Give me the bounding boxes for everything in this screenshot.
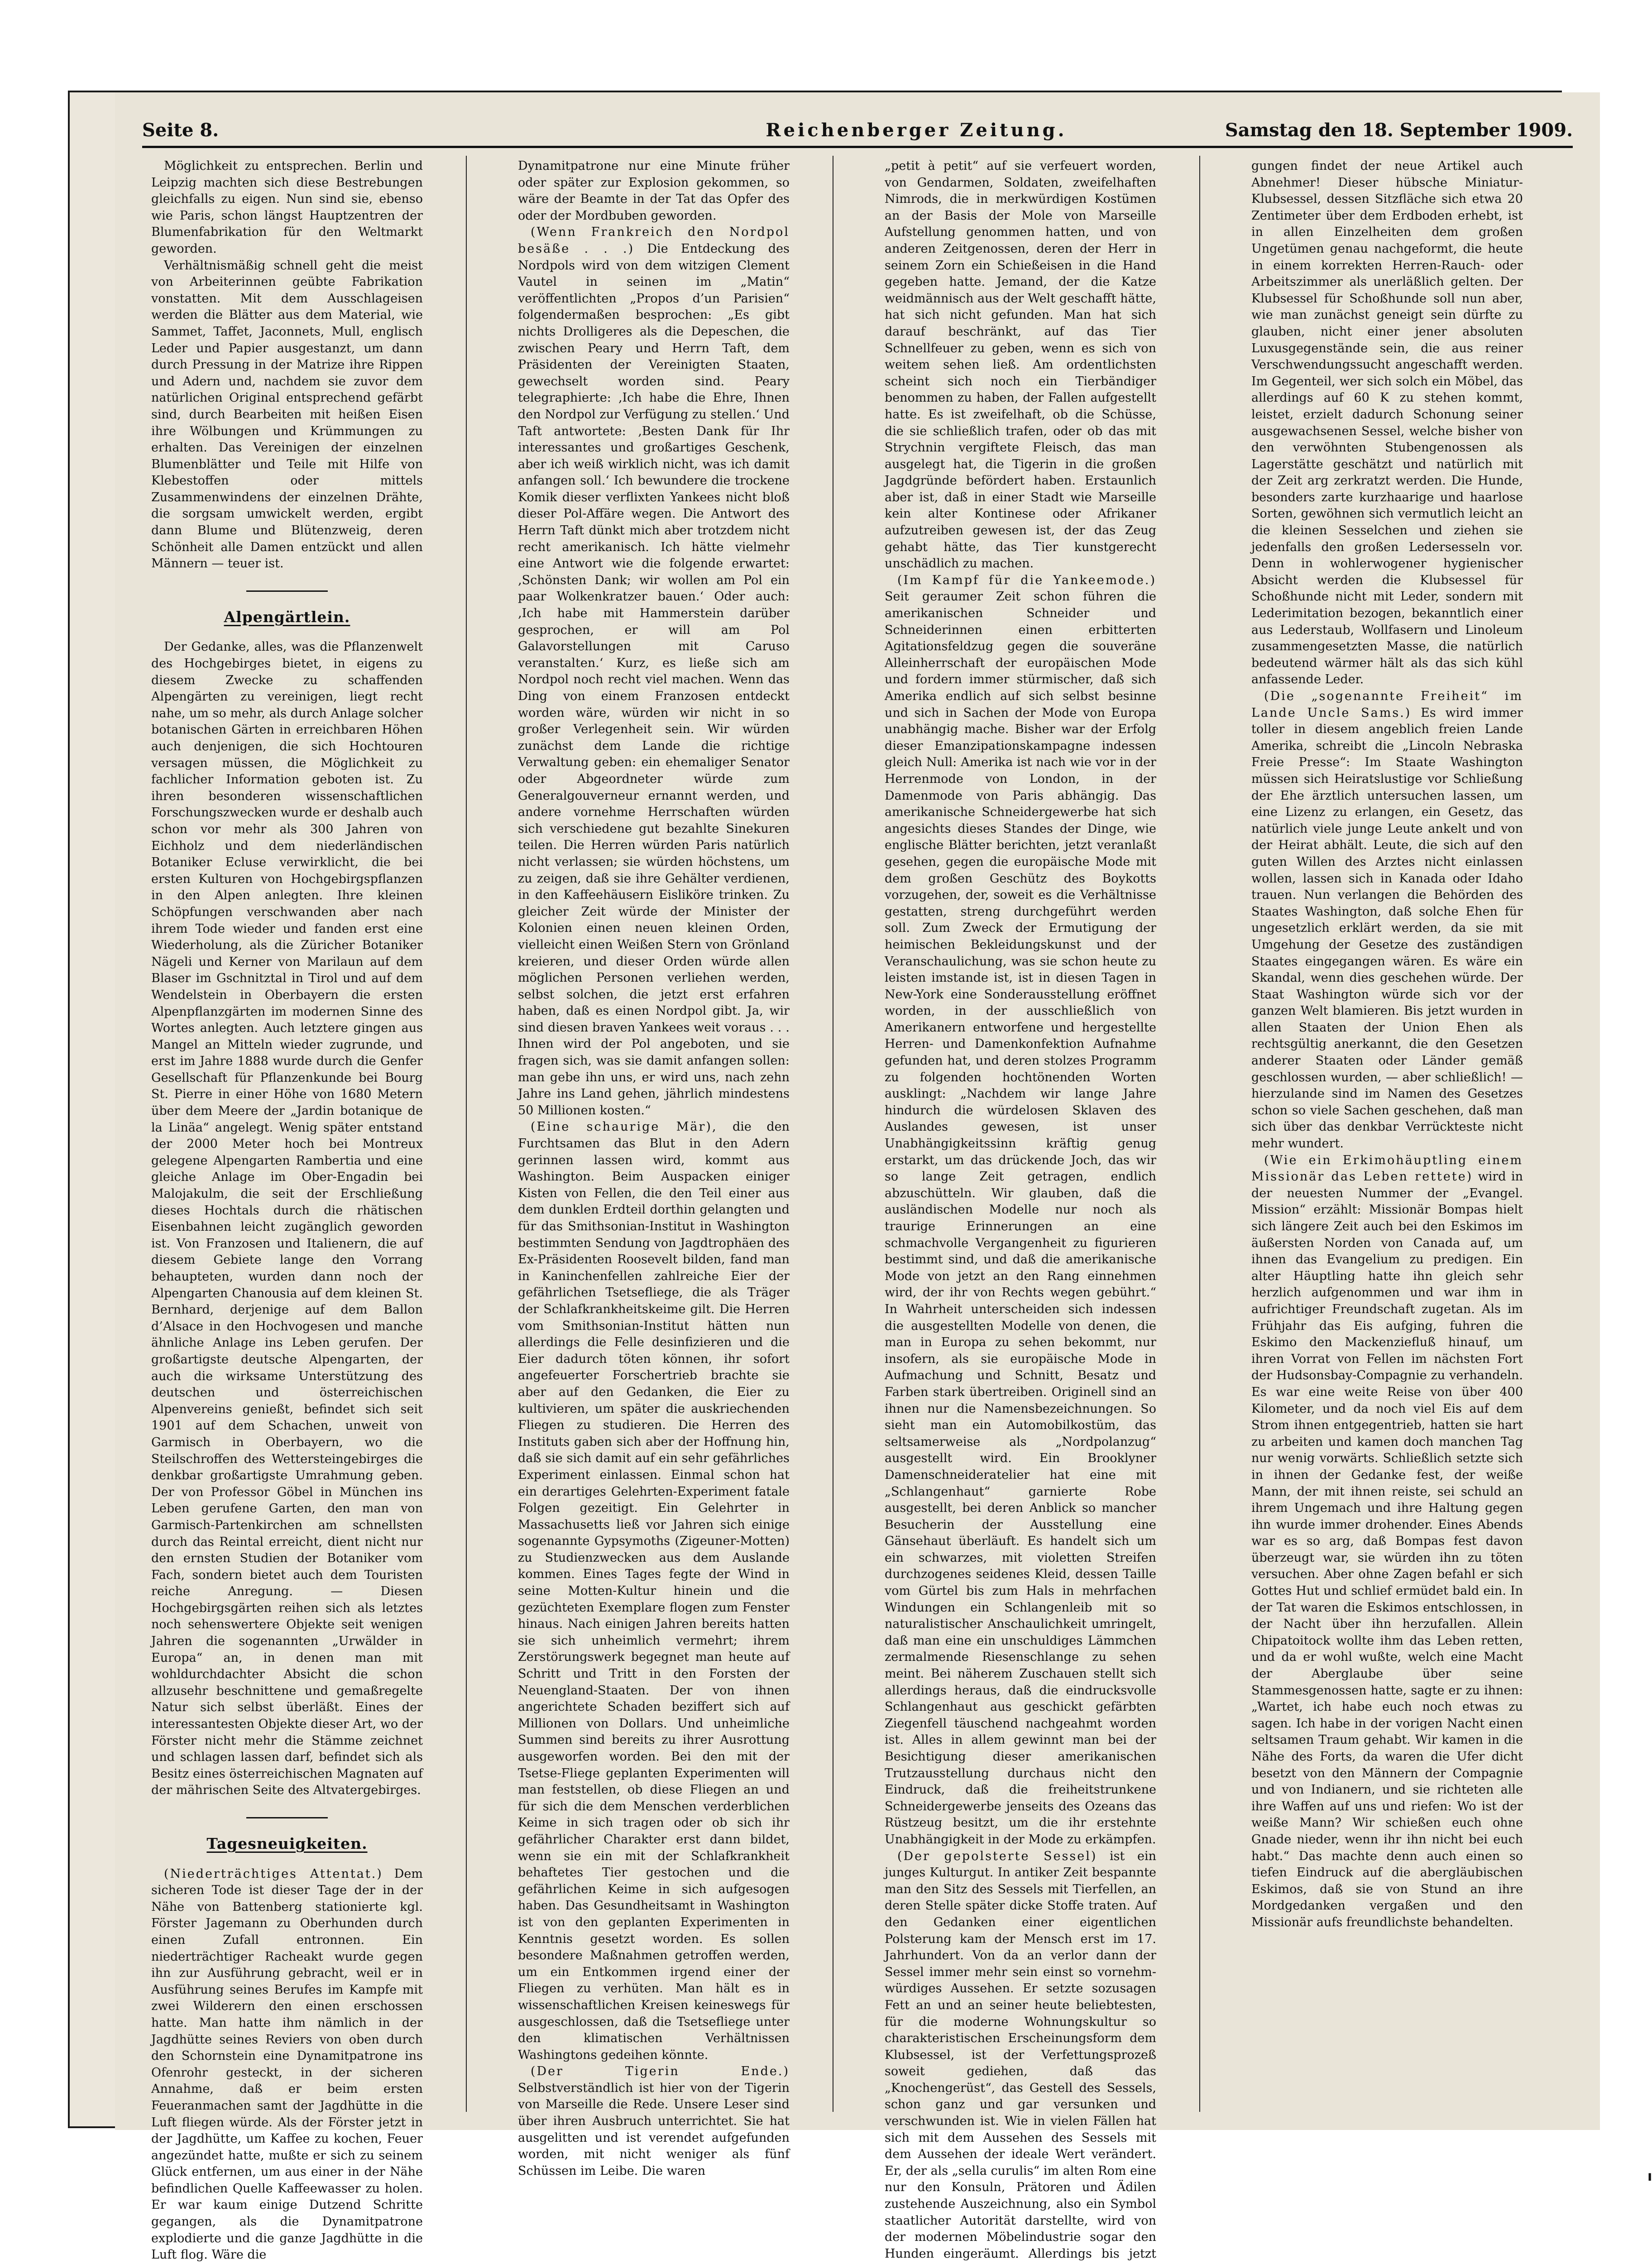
page-header xyxy=(115,120,1600,147)
article-text: ist ein junges Kulturgut. In antiker Zeit bespannte man den Sitz des Sessels mit Tierfellen, an deren Stelle später dicke Stoffe traten. Auf den Gedanken einer eigentlichen Polsterung kam der Mensch erst im 17. Jahrhundert. Von da an verlor dann der Sessel immer mehr sein einst so vornehm-würdiges Aussehen. Er setzte sozusagen Fett an und an seiner heute beliebtesten, für die moderne Wohnungskultur so charakteristischen Erscheinungsform dem Klubsessel, ist der Verfettungsprozeß soweit gediehen, daß das „Knochengerüst“, das Gestell des Sessels, schon ganz und gar versunken und verschwunden ist. Wie in vielen Fällen hat sich mit dem Aussehen des Sessels mit dem Aussehen der ideale Wert verändert. Er, der als „sella curulis“ im alten Rom eine nur den Konsuln, Prätoren und Ädilen zustehende Auszeichnung, also ein Symbol staatlicher Autorität darstellte, wird von der modernen Möbelindustrie sogar den Hunden eingeräumt. Allerdings bis jetzt xyxy=(885,1849,1156,2261)
article-rubric: (Der Tigerin Ende.) xyxy=(531,2064,790,2079)
article-paragraph xyxy=(885,158,1156,572)
article-text: Seit geraumer Zeit schon führen die amerikanischen Schneider und Schneiderinnen einen erbitterten Agitationsfeldzug gegen die souveräne Alleinherrschaft der europäischen Mode und fordern immer stürmischer, daß sich Amerika endlich auf sich selbst besinne und sich in Sachen der Mode von Europa unabhängig mache. Bisher war der Erfolg dieser Emanzipationskampagne indessen gleich Null: Amerika ist nach wie vor in der Herrenmode von London, in der Damenmode von Paris abhängig. Das amerikanische Schneidergewerbe hat sich angesichts dieses Standes der Dinge, wie englische Blätter berichten, jetzt veranlaßt gesehen, gegen die europäische Mode mit dem großen Geschütz des Boykotts vorzugehen, der, soweit es die Verhältnisse gestatten, streng durchgeführt werden soll. Zum Zweck der Ermutigung der heimischen Bekleidungskunst und der Veranschaulichung, was sie schon heute zu leisten imstande ist, ist in diesen Tagen in New-York eine Sonderausstellung eröffnet worden, in der ausschließlich von Amerikanern entworfene und hergestellte Herren- und Damenkonfektion Aufnahme gefunden hat, und deren stolzes Programm zu folgenden hochtönenden Worten ausklingt: „Nachdem wir lange Jahre hindurch die würdelosen Sklaven des Auslandes gewesen, ist unser Unabhängigkeitssinn kräftig genug erstarkt, um das drückende Joch, das wir so lange Zeit getragen, endlich abzuschütteln. Wir glauben, daß die ausländischen Modelle nur noch als traurige Erinnerungen an eine schmachvolle Vergangenheit zu figurieren bestimmt sind, und daß die amerikanische Mode von jetzt an den Rang einnehmen wird, der ihr von Rechts wegen gebührt.“ In Wahrheit unterscheiden sich indessen die ausgestellten Modelle von denen, die man in Europa zu sehen bekommt, nur insofern, als sie europäische Mode in Aufmachung und Schnitt, Besatz und Farben stark übertreiben. Originell sind an ihnen nur die Namensbezeichnungen. So sieht man ein Automobilkostüm, das seltsamerweise als „Nordpolanzug“ ausgestellt wird. Ein Brooklyner Damenschneideratelier hat eine mit „Schlangenhaut“ garnierte Robe ausgestellt, bei deren Anblick so mancher Besucherin der Ausstellung eine Gänsehaut überläuft. Es handelt sich um ein schwarzes, mit violetten Streifen durchzogenes seidenes Kleid, dessen Taille vom Gürtel bis zum Hals in mehrfachen Windungen ein Schlangenleib mit so naturalistischer Anschaulichkeit umringelt, daß man eine ein unschuldiges Lämmchen zermalmende Riesenschlange zu sehen meint. Bei näherem Zuschauen stellt sich allerdings heraus, daß die eindrucksvolle Schlangenhaut aus geschickt gefärbten Ziegenfell täuschend nachgeahmt worden ist. Alles in allem gewinnt man bei der Besichtigung dieser amerikanischen Trutzausstellung durchaus nicht den Eindruck, daß die freiheitstrunkene Schneidergewerbe jenseits des Ozeans das Rüstzeug besitzt, um die ihr erstehnte Unabhängigkeit in der Mode zu erkämpfen. xyxy=(885,590,1156,1847)
article-text: Dem sicheren Tode ist dieser Tage der in der Nähe von Battenberg stationierte kgl. Förster Jagemann zu Oberhunden durch einen Zufall entronnen. Ein niederträchtiger Racheakt wurde gegen ihn zur Ausführung gebracht, weil er in Ausführung seines Berufes im Kampfe mit zwei Wilderern den einen erschossen hatte. Man hatte ihm nämlich in der Jagdhütte seines Reviers von oben durch den Schornstein eine Dynamitpatrone ins Ofenrohr gesteckt, in der sicheren Annahme, daß er beim ersten Feueranmachen samt der Jagdhütte in die Luft fliegen würde. Als der Förster jetzt in der Jagdhütte, um Kaffee zu kochen, Feuer angezündet hatte, mußte er sich zu seinem Glück entfernen, um aus einer in der Nähe befindlichen Quelle Kaffeewasser zu holen. Er war kaum einige Dutzend Schritte gegangen, als die Dynamitpatrone explodierte und die ganze Jagdhütte in die Luft flog. Wäre die xyxy=(151,1866,423,2262)
article-text: Möglichkeit zu entsprechen. Berlin und Leipzig machten sich diese Bestrebungen gleichfalls zu eigen. Nun sind sie, ebenso wie Paris, schon längst Hauptzentren der Blumenfabrikation für den Weltmarkt geworden. xyxy=(151,159,423,256)
section-separator xyxy=(246,1817,328,1818)
article-text: Der Gedanke, alles, was die Pflanzenwelt des Hochgebirges bietet, in eigens zu diesem Zwecke zu schaffenden Alpengärten zu vereinigen, liegt recht nahe, um so mehr, als durch Anlage solcher botanischen Gärten in erreichbaren Höhen auch denjenigen, die sich Hochtouren versagen müssen, die Möglichkeit zu fachlicher Information geboten ist. Zu ihren besonderen wissenschaftlichen Forschungszwecken wurde er deshalb auch schon vor mehr als 300 Jahren von Eichholz und dem niederländischen Botaniker Ecluse verwirklicht, die bei ersten Kulturen von Hochgebirgspflanzen in den Alpen anlegten. Ihre kleinen Schöpfungen verschwanden aber nach ihrem Tode wieder und fanden erst eine Wiederholung, als die Züricher Botaniker Nägeli und Kerner von Marilaun auf dem Blaser im Gschnitztal in Tirol und auf dem Wendelstein in Oberbayern die ersten Alpenpflanzgärten im modernen Sinne des Wortes anlegten. Auch letztere gingen aus Mangel an Mitteln wieder zugrunde, und erst im Jahre 1888 wurde durch die Genfer Gesellschaft für Pflanzenkunde bei Bourg St. Pierre in einer Höhe von 1680 Metern über dem Meere der „Jardin botanique de la Linäa“ angelegt. Wenig später entstand der 2000 Meter hoch bei Montreux gelegene Alpengarten Rambertia und eine gleiche Anlage im Ober-Engadin bei Malojakulm, die seit der Erschließung dieses Hochtals durch die rhätischen Eisenbahnen leicht zugänglich geworden ist. Von Franzosen und Italienern, die auf diesem Gebiete lange den Vorrang behaupteten, wurden dann noch der Alpengarten Chanousia auf dem kleinen St. Bernhard, derjenige auf dem Ballon d’Alsace in den Hochvogesen und manche ähnliche Anlage ins Leben gerufen. Der großartigste deutsche Alpengarten, der auch die wirksame Unterstützung des deutschen und österreichischen Alpenvereins genießt, befindet sich seit 1901 auf dem Schachen, unweit von Garmisch in Oberbayern, wo die Steilschroffen des Wettersteingebirges die denkbar großartigste Umrahmung geben. Der von Professor Göbel in München ins Leben gerufene Garten, den man von Garmisch-Partenkirchen am schnellsten durch das Reintal erreicht, dient nicht nur den ernsten Studien der Botaniker vom Fach, sondern bietet auch dem Touristen reiche Anregung. — Diesen Hochgebirgsgärten reihen sich als letztes noch sehenswertere Objekte seit wenigen Jahren die sogenannten „Urwälder in Europa“ an, in denen man mit wohldurchdachter Absicht die schon allzusehr beschnittene und gemaßregelte Natur sich selbst überläßt. Eines der interessantesten Objekte dieser Art, wo der Förster nicht mehr die Stämme zeichnet und schlagen lassen darf, befindet sich als Besitz eines österreichischen Magnaten auf der mährischen Seite des Altvatergebirges. xyxy=(151,640,423,1798)
article-column-1 xyxy=(151,158,423,2262)
article-paragraph xyxy=(518,158,790,224)
article-paragraph xyxy=(518,2063,790,2179)
article-paragraph xyxy=(885,1848,1156,2264)
header-rule xyxy=(142,146,1573,148)
article-rubric: (Im Kampf für die Yankeemode.) xyxy=(897,573,1156,587)
article-column-4 xyxy=(1251,158,1523,2105)
article-rubric: (Die „sogenannte Freiheit“ im Lande Uncle Sams.) xyxy=(1251,689,1523,720)
newspaper-title: Reichenberger Zeitung. xyxy=(766,120,1067,141)
article-text: gungen findet der neue Artikel auch Abnehmer! Dieser hübsche Miniatur-Klubsessel, dessen Sitzfläche sich etwa 20 Zentimeter über dem Erdboden erhebt, ist in allen Einzelheiten dem großen Ungetümen genau nachgeformt, die heute in einem korrekten Herren-Rauch- oder Arbeitszimmer als unerläßlich gelten. Der Klubsessel für Schoßhunde soll nun aber, wie man zunächst geneigt sein dürfte zu glauben, nicht einer jener absoluten Luxusgegenstände sein, die aus reiner Verschwendungssucht angeschafft werden. Im Gegenteil, wer sich solch ein Möbel, das allerdings auf 60 K zu stehen kommt, leistet, erzielt dadurch Schonung seiner ausgewachsenen Sessel, welche bisher von den verwöhnten Stubengenossen als Lagerstätte geschätzt und natürlich mit der Zeit arg zerkratzt werden. Die Hunde, besonders zarte kurzhaarige und haarlose Sorten, gewöhnen sich vermutlich leicht an die kleinen Sesselchen und ziehen sie jedenfalls den großen Ledersesseln vor. Denn in wohlerwogener hygienischer Absicht werden die Klubsessel für Schoßhunde nicht mit Leder, sondern mit Lederimitation bezogen, bekanntlich einer aus Lederstaub, Wollfasern und Linoleum zusammengesetzten Masse, die natürlich bedeutend wärmer hält als das sich kühl anfassende Leder. xyxy=(1251,159,1523,687)
article-text: wird in der neuesten Nummer der „Evangel. Mission“ erzählt: Missionär Bompas hielt sich längere Zeit auch bei den Eskimos im äußersten Norden von Canada auf, um ihnen das Evangelium zu predigen. Ein alter Häuptling hatte ihn gleich sehr herzlich aufgenommen und war ihm in aufrichtiger Freundschaft zugetan. Als im Frühjahr das Eis aufging, fuhren die Eskimo den Mackenziefluß hinauf, um ihren Vorrat von Fellen im nächsten Fort der Hudsonsbay-Compagnie zu verhandeln. Es war eine weite Reise von über 400 Kilometer, und da noch viel Eis auf dem Strom ihnen entgegentrieb, hatten sie hart zu arbeiten und kamen doch manchen Tag nur wenig vorwärts. Schließlich setzte sich in ihnen der Gedanke fest, der weiße Mann, der mit ihnen reiste, sei schuld an ihrem Ungemach und ihre Haltung gegen ihn wurde immer drohender. Eines Abends war es so arg, daß Bompas fest davon überzeugt war, sie würden ihn zu töten versuchen. Aber ohne Zagen befahl er sich Gottes Hut und schlief ermüdet bald ein. In der Tat waren die Eskimos entschlossen, in der Nacht über ihn herzufallen. Allein Chipatoitock wollte ihm das Leben retten, und da er wohl wußte, welch eine Macht der Aberglaube über seine Stammesgenossen hatte, sagte er zu ihnen: „Wartet, ich habe euch noch etwas zu sagen. Ich habe in der vorigen Nacht einen seltsamen Traum gehabt. Wir kamen in die Nähe des Forts, da waren die Ufer dicht besetzt von den Männern der Compagnie und von Indianern, und sie richteten alle ihre Waffen auf uns und riefen: Wo ist der weiße Mann? Wir schießen euch ohne Gnade nieder, wenn ihr ihn nicht bei euch habt.“ Das machte denn auch einen so tiefen Eindruck auf die abergläubischen Eskimos, daß sie von Stund an ihre Mordgedanken vergaßen und den Missionär aufs freundlichste behandelten. xyxy=(1251,1170,1523,1929)
section-heading: Alpengärtlein. xyxy=(224,608,350,626)
newspaper-page xyxy=(115,92,1652,2262)
article-paragraph xyxy=(151,258,423,572)
article-text: Selbstverständlich ist hier von der Tigerin von Marseille die Rede. Unsere Leser sind über ihren Ausbruch unterrichtet. Sie hat ausgelitten und ist verendet aufgefunden worden, mit nicht weniger als fünf Schüssen im Leibe. Die waren xyxy=(518,2081,790,2178)
article-paragraph xyxy=(1251,158,1523,688)
page-corner-mark: ı xyxy=(1647,2168,1652,2184)
column-divider xyxy=(1199,156,1200,2112)
article-paragraph xyxy=(518,1119,790,2063)
section-separator xyxy=(246,590,328,592)
article-text: Es wird immer toller in diesem angeblich freien Lande Amerika, schreibt die „Lincoln Nebraska Freie Presse“: Im Staate Washington müssen sich Heiratslustige vor Schließung der Ehe ärztlich untersuchen lassen, um eine Lizenz zu erlangen, ein Gesetz, das natürlich viele junge Leute ankelt und von der Heirat abhält. Leute, die sich auf den guten Willen des Arztes nicht einlassen wollen, lassen sich in Kanada oder Idaho trauen. Nun verlangen die Behörden des Staates Washington, daß solche Ehen für ungesetzlich erklärt werden, da sie mit Umgehung der Gesetze des zuständigen Staates eingegangen wären. Es wäre ein Skandal, wenn dies geschehen würde. Der Staat Washington würde sich vor der ganzen Welt blamieren. Bis jetzt wurden in allen Staaten der Union Ehen als rechtsgültig anerkannt, die den Gesetzen anderer Staaten oder Länder gemäß geschlossen wurden, — aber schließlich! — hierzulande sind im Namen des Gesetzes schon so viele Sachen geschehen, daß man sich über das denkbar Verrückteste nicht mehr wundert. xyxy=(1251,705,1523,1151)
section-heading: Tagesneuigkeiten. xyxy=(206,1835,368,1852)
page-number: Seite 8. xyxy=(142,120,219,141)
article-rubric: (Wenn Frankreich den Nordpol besäße . . .) xyxy=(518,225,790,256)
issue-date: Samstag den 18. September 1909. xyxy=(1225,120,1573,141)
article-rubric: (Wie ein Erkimohäuptling einem Missionär das Leben rettete) xyxy=(1251,1153,1523,1184)
article-paragraph xyxy=(151,639,423,1799)
article-text: „petit à petit“ auf sie verfeuert worden, von Gendarmen, Soldaten, zweifelhaften Nimrods, die in merkwürdigen Kostümen an der Basis der Mole von Marseille Aufstellung genommen hatten, und von anderen Zeitgenossen, deren der Herr in seinem Zorn ein Schießeisen in die Hand gegeben hatte. Jemand, der die Katze weidmännisch aus der Welt geschafft hätte, hat sich nicht gefunden. Man hat sich darauf beschränkt, auf das Tier Schnellfeuer zu geben, wenn es sich von weitem sehen ließ. Am ordentlichsten scheint sich noch ein Tierbändiger benommen zu haben, der Fallen aufgestellt hatte. Es ist zweifelhaft, ob die Schüsse, die sie schließlich trafen, oder ob das mit Strychnin vergiftete Fleisch, das man ausgelegt hat, die Tigerin in die großen Jagdgründe befördert haben. Erstaunlich aber ist, daß in einer Stadt wie Marseille kein alter Kontinese oder Afrikaner aufzutreiben gewesen ist, der das Zeug gehabt hätte, das Tier kunstgerecht unschädlich zu machen. xyxy=(885,159,1156,571)
column-divider xyxy=(466,156,467,2112)
article-paragraph xyxy=(885,572,1156,1848)
newspaper-sheet xyxy=(68,91,1652,2262)
article-rubric: (Eine schaurige Mär), xyxy=(531,1120,718,1134)
article-paragraph xyxy=(1251,1152,1523,1931)
article-text: die den Furchtsamen das Blut in den Adern gerinnen lassen wird, kommt aus Washington. Beim Auspacken einiger Kisten von Fellen, die den Teil einer aus dem dunklen Erdteil dorthin gelangten und für das Smithsonian-Institut in Washington bestimmten Sendung von Jagdtrophäen des Ex-Präsidenten Roosevelt bilden, fand man in Kaninchenfellen zahlreiche Eier der gefährlichen Tsetsefliege, die als Träger der Schlafkrankheitskeime gilt. Die Herren vom Smithsonian-Institut hätten nun allerdings die Felle desinfizieren und die Eier dadurch töten können, ihr sofort angefeuerter Forschertrieb brachte sie aber auf den Gedanken, die Eier zu kultivieren, um später die auskriechenden Fliegen zu studieren. Die Herren des Instituts gaben sich aber der Hoffnung hin, daß sie sich damit auf ein sehr gefährliches Experiment einlassen. Einmal schon hat ein derartiges Gelehrten-Experiment fatale Folgen gezeitigt. Ein Gelehrter in Massachusetts ließ vor Jahren sich einige sogenannte Gypsymoths (Zigeuner-Motten) zu Studienzwecken aus dem Auslande kommen. Eines Tages fegte der Wind in seine Motten-Kultur hinein und die gezüchteten Exemplare flogen zum Fenster hinaus. Nach einigen Jahren bereits hatten sie sich unheimlich vermehrt; ihrem Zerstörungswerk begegnet man heute auf Schritt und Tritt in den Forsten der Neuengland-Staaten. Der von ihnen angerichtete Schaden beziffert sich auf Millionen von Dollars. Und unheimliche Summen sind bereits zu ihrer Ausrottung ausgeworfen worden. Bei den mit der Tsetse-Fliege geplanten Experimenten will man feststellen, ob diese Fliegen an und für sich die dem Menschen verderblichen Keime in sich tragen oder ob sich ihr gefährlicher Charakter erst dann bildet, wenn sie ein mit der Schlafkrankheit behaftetes Tier gestochen und die gefährlichen Keime in sich aufgesogen haben. Das Gesundheitsamt in Washington ist von den geplanten Experimenten in Kenntnis gesetzt worden. Es sollen besondere Maßnahmen getroffen werden, um ein Entkommen irgend einer der Fliegen zu verhüten. Man hält es in wissenschaftlichen Kreisen keineswegs für ausgeschlossen, daß die Tsetsefliege unter den klimatischen Verhältnissen Washingtons gedeihen könnte. xyxy=(518,1120,790,2062)
article-paragraph xyxy=(151,1866,423,2264)
article-column-3 xyxy=(885,158,1156,2261)
article-text: Die Entdeckung des Nordpols wird von dem witzigen Clement Vautel in seinen im „Matin“ veröffentlichten „Propos d’un Parisien“ folgendermaßen besprochen: „Es gibt nichts Drolligeres als die Depeschen, die zwischen Peary und Herrn Taft, dem Präsidenten der Vereinigten Staaten, gewechselt worden sind. Peary telegraphierte: ‚Ich habe die Ehre, Ihnen den Nordpol zur Verfügung zu stellen.‘ Und Taft antwortete: ‚Besten Dank für Ihr interessantes und großartiges Geschenk, aber ich weiß wirklich nicht, was ich damit anfangen soll.‘ Ich bewundere die trockene Komik dieser verflixten Yankees nicht bloß dieser Pol-Affäre wegen. Die Antwort des Herrn Taft dünkt mich aber trotzdem nicht recht amerikanisch. Ich hätte vielmehr eine Antwort wie die folgende erwartet: ‚Schönsten Dank; wir wollen am Pol ein paar Wolkenkratzer bauen.‘ Oder auch: ‚Ich habe mit Hammerstein darüber gesprochen, er will am Pol Galavorstellungen mit Caruso veranstalten.‘ Kurz, es ließe sich am Nordpol noch recht viel machen. Wenn das Ding von einem Franzosen entdeckt worden wäre, würden wir nicht in so großer Verlegenheit sein. Wir würden zunächst dem Lande die richtige Verwaltung geben: ein ehemaliger Senator oder Abgeordneter würde zum Generalgouverneur ernannt werden, und andere vornehme Herrschaften würden sich verschiedene gut bezahlte Sinekuren teilen. Die Herren würden Paris natürlich nicht verlassen; sie würden höchstens, um zu zeigen, daß sie ihre Gehälter verdienen, in den Kaffeehäusern Eisliköre trinken. Zu gleicher Zeit würde der Minister der Kolonien einen neuen kleinen Orden, vielleicht einen Weißen Stern von Grönland kreieren, und dieser Orden würde allen möglichen Personen verliehen werden, selbst solchen, die jetzt erst erfahren haben, daß es einen Nordpol gibt. Ja, wir sind diesen braven Yankees weit voraus . . . Ihnen wird der Pol angeboten, und sie fragen sich, was sie damit anfangen sollen: man gebe ihn uns, er wird uns, nach zehn Jahre ins Land gehen, jährlich mindestens 50 Millionen kosten.“ xyxy=(518,241,790,1118)
article-column-2 xyxy=(518,158,790,2178)
article-paragraph xyxy=(1251,688,1523,1152)
article-rubric: (Niederträchtiges Attentat.) xyxy=(164,1866,383,1881)
article-text: Dynamitpatrone nur eine Minute früher oder später zur Explosion gekommen, so wäre der Beamte in der Tat das Opfer des oder der Mordbuben geworden. xyxy=(518,159,790,223)
article-text: Verhältnismäßig schnell geht die meist von Arbeiterinnen geübte Fabrikation vonstatten. Mit dem Ausschlageisen werden die Blätter aus dem Material, wie Sammet, Taffet, Jaconnets, Mull, englisch Leder und Papier ausgestanzt, um dann durch Pressung in der Matrize ihre Rippen und Adern und, nachdem sie zuvor dem natürlichen Original entsprechend gefärbt sind, durch Bearbeiten mit heißen Eisen ihre Wölbungen und Krümmungen zu erhalten. Das Vereinigen der einzelnen Blumenblätter und Teile mit Hilfe von Klebestoffen oder mittels Zusammenwindens der einzelnen Drähte, die sorgsam umwickelt werden, ergibt dann Blume und Blütenzweig, deren Schönheit alle Damen entzückt und allen Männern — teuer ist. xyxy=(151,258,423,571)
article-rubric: (Der gepolsterte Sessel) xyxy=(897,1849,1097,1863)
article-paragraph xyxy=(518,224,790,1119)
article-paragraph xyxy=(151,158,423,258)
